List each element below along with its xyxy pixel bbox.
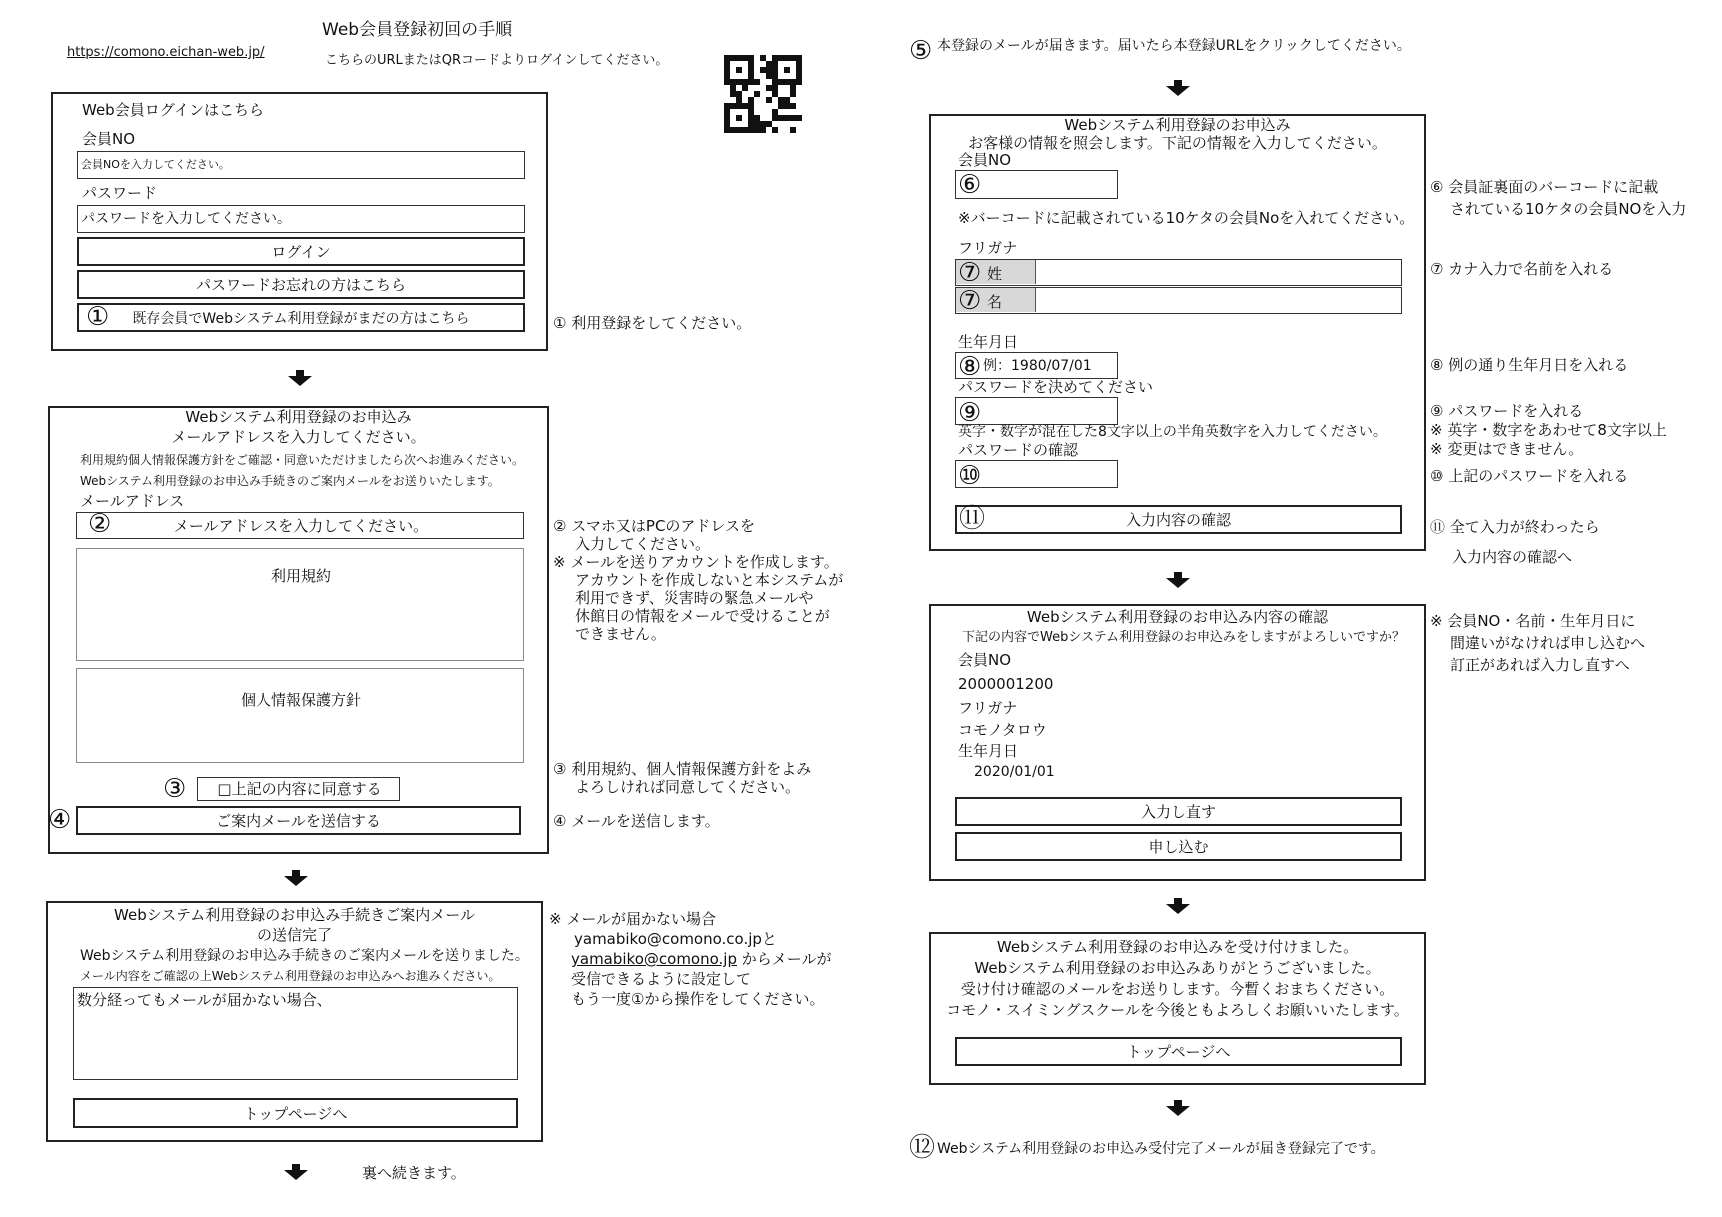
privacy-policy-label: 個人情報保護方針 [240, 691, 361, 709]
confirm-birth-label: 生年月日 [958, 742, 1019, 760]
confirmation-note-line-1: ※ 会員NO・名前・生年月日に [1430, 612, 1636, 630]
confirm-input-button[interactable]: 入力内容の確認 [955, 505, 1402, 534]
site-url-link[interactable]: https://comono.eichan-web.jp/ [67, 45, 265, 60]
signup-desc-2: Webシステム利用登録のお申込み手続きのご案内メールをお送りいたします。 [80, 474, 500, 488]
login-instruction: こちらのURLまたはQRコードよりログインしてください。 [325, 53, 669, 68]
barcode-note: ※バーコードに記載されている10ケタの会員Noを入れてください。 [958, 209, 1415, 227]
privacy-policy-box[interactable] [76, 668, 524, 763]
confirm-member-value: 2000001200 [958, 675, 1054, 693]
step-9-note-line-2: ※ 英字・数字をあわせて8文字以上 [1430, 421, 1667, 439]
login-heading: Web会員ログインはこちら [82, 101, 264, 119]
no-mail-note-line-3-tail: からメールが [741, 950, 832, 968]
confirmation-note-line-2: 間違いがなければ申し込むへ [1450, 634, 1646, 652]
step-9-marker: ⑨ [958, 398, 982, 428]
step-6-note-line-1: ⑥ 会員証裏面のバーコードに記載 [1430, 178, 1659, 196]
confirm-kana-value: コモノタロウ [958, 721, 1047, 739]
confirm-member-label: 会員NO [958, 651, 1012, 669]
password-input[interactable] [77, 205, 525, 233]
confirmation-title: Webシステム利用登録のお申込み内容の確認 [1026, 608, 1329, 626]
accepted-line-2: Webシステム利用登録のお申込みありがとうございました。 [974, 959, 1381, 977]
step-11-note-line-1: ⑪ 全て入力が終わったら [1430, 518, 1600, 536]
member-no-label: 会員NO [82, 130, 136, 148]
step-3-marker: ③ [163, 774, 187, 804]
send-guide-mail-button[interactable]: ご案内メールを送信する [76, 806, 521, 835]
registration-member-input[interactable] [955, 170, 1118, 199]
step-2-note-line-7: できません。 [575, 625, 666, 643]
top-page-button[interactable]: トップページへ [73, 1098, 518, 1128]
email-placeholder: メールアドレスを入力してください。 [173, 517, 429, 535]
step-10-note: ⑩ 上記のパスワードを入れる [1430, 467, 1629, 485]
step-12-marker: ⑫ [909, 1133, 936, 1163]
step-2-marker: ② [88, 509, 112, 539]
page-title: Web会員登録初回の手順 [322, 20, 513, 40]
password-rule-note: 英字・数字が混在した8文字以上の半角英数字を入力してください。 [958, 424, 1387, 440]
terms-box[interactable] [76, 548, 524, 661]
terms-label: 利用規約 [270, 567, 331, 585]
step-10-marker: ⑩ [958, 461, 982, 491]
step-2-note [553, 517, 853, 643]
no-mail-note-line-5: もう一度①から操作をしてください。 [571, 990, 825, 1008]
sent-desc-2: メール内容をご確認の上Webシステム利用登録のお申込みへお進みください。 [80, 969, 501, 983]
step-6-note [1430, 176, 1686, 220]
email-input[interactable] [76, 509, 524, 539]
agree-label: □上記の内容に同意する [217, 780, 382, 798]
login-button[interactable]: ログイン [77, 237, 525, 266]
kana-sei-input[interactable] [955, 259, 1402, 286]
sent-title-2: の送信完了 [256, 926, 332, 944]
birth-input[interactable] [955, 352, 1118, 382]
password-confirm-label: パスワードの確認 [958, 441, 1079, 459]
kana-mei-input[interactable] [955, 287, 1402, 314]
forgot-password-button[interactable]: パスワードお忘れの方はこちら [77, 270, 525, 299]
sent-title-1: Webシステム利用登録のお申込み手続きご案内メール [114, 906, 475, 924]
agree-checkbox[interactable] [197, 777, 400, 801]
no-mail-note-line-1: ※ メールが届かない場合 [549, 910, 717, 928]
registration-title-1: Webシステム利用登録のお申込み [1064, 116, 1291, 134]
member-no-input[interactable] [77, 151, 525, 179]
step-4-note: ④ メールを送信します。 [553, 812, 720, 830]
step-2-note-line-1: ② スマホ又はPCのアドレスを [553, 517, 755, 535]
step-11-note [1430, 512, 1600, 572]
step-3-note [553, 760, 811, 796]
no-mail-note-line-3 [549, 949, 869, 969]
step-11-marker: ⑪ [959, 504, 986, 534]
step-2-note-line-3: ※ メールを送りアカウントを作成します。 [553, 553, 839, 571]
step-2-note-line-5: 利用できず、災害時の緊急メールや [575, 589, 814, 607]
no-mail-note-line-2: yamabiko@comono.co.jpと [574, 930, 777, 948]
confirmation-note-line-3: 訂正があれば入力し直すへ [1450, 656, 1630, 674]
step-1-marker: ① [86, 302, 110, 332]
step-9-note [1430, 402, 1667, 459]
signup-desc-1: 利用規約個人情報保護方針をご確認・同意いただけましたら次へお進みください。 [80, 453, 525, 467]
signup-title-2: メールアドレスを入力してください。 [171, 428, 426, 446]
step-7-marker: ⑦ [958, 286, 982, 316]
step-8-note: ⑧ 例の通り生年月日を入れる [1430, 356, 1629, 374]
password-choose-label: パスワードを決めてください [958, 378, 1154, 396]
step-2-note-line-2: 入力してください。 [575, 535, 711, 553]
confirm-birth-value: 2020/01/01 [974, 764, 1055, 780]
step-6-note-line-2: されている10ケタの会員NOを入力 [1450, 200, 1687, 218]
accepted-line-4: コモノ・スイミングスクールを今後ともよろしくお願いいたします。 [946, 1001, 1409, 1019]
accepted-line-3: 受け付け確認のメールをお送りします。今暫くおまちください。 [960, 980, 1395, 998]
sei-label: 姓 [987, 265, 1003, 283]
accepted-line-1: Webシステム利用登録のお申込みを受け付けました。 [996, 938, 1359, 956]
no-mail-message: 数分経ってもメールが届かない場合、 [77, 991, 332, 1009]
password-confirm-input[interactable] [955, 460, 1118, 491]
password-label: パスワード [82, 184, 158, 202]
kana-label: フリガナ [958, 239, 1018, 257]
step-3-note-line-1: ③ 利用規約、個人情報保護方針をよみ [553, 760, 812, 778]
step-2-note-line-4: アカウントを作成しないと本システムが [575, 571, 844, 589]
mail-address-link[interactable]: yamabiko@comono.jp [571, 950, 737, 968]
step-3-note-line-2: よろしければ同意してください。 [575, 778, 801, 796]
password-placeholder: パスワードを入力してください。 [81, 211, 291, 227]
new-password-input[interactable] [955, 397, 1118, 428]
email-label: メールアドレス [80, 492, 185, 510]
step-7-note: ⑦ カナ入力で名前を入れる [1430, 260, 1614, 278]
step-9-note-line-1: ⑨ パスワードを入れる [1430, 402, 1584, 420]
registration-member-label: 会員NO [958, 151, 1012, 169]
birth-example: 例：1980/07/01 [983, 358, 1092, 374]
birth-label: 生年月日 [958, 333, 1019, 351]
step-2-note-line-6: 休館日の情報をメールで受けることが [575, 607, 830, 625]
top-page-button[interactable]: トップページへ [955, 1037, 1402, 1066]
apply-button[interactable]: 申し込む [955, 832, 1402, 861]
step-5-marker: ⑤ [909, 36, 933, 66]
step-7-marker: ⑦ [958, 258, 982, 288]
register-existing-member-label: 既存会員でWebシステム利用登録がまだの方はこちら [132, 310, 470, 327]
redo-input-button[interactable]: 入力し直す [955, 797, 1402, 826]
continue-on-back-note: 裏へ続きます。 [362, 1164, 466, 1182]
register-existing-member-button[interactable] [77, 303, 525, 332]
step-5-text: 本登録のメールが届きます。届いたら本登録URLをクリックしてください。 [937, 38, 1411, 54]
step-1-note: ① 利用登録をしてください。 [553, 314, 752, 332]
confirmation-note [1430, 610, 1645, 676]
step-8-marker: ⑧ [958, 352, 982, 382]
confirm-kana-label: フリガナ [958, 699, 1018, 717]
step-9-note-line-3: ※ 変更はできません。 [1430, 440, 1584, 458]
signup-title-1: Webシステム利用登録のお申込み [185, 408, 412, 426]
step-11-note-line-2: 入力内容の確認へ [1452, 548, 1573, 566]
no-mail-note [549, 909, 869, 1009]
sent-desc-1: Webシステム利用登録のお申込み手続きのご案内メールを送りました。 [80, 948, 529, 964]
step-6-marker: ⑥ [958, 170, 982, 200]
confirmation-question: 下記の内容でWebシステム利用登録のお申込みをしますがよろしいですか？ [962, 630, 1406, 645]
step-4-marker: ④ [48, 805, 72, 835]
no-mail-message-box [73, 987, 518, 1080]
member-no-placeholder: 会員NOを入力してください。 [81, 158, 230, 171]
no-mail-note-line-4: 受信できるように設定して [571, 970, 752, 988]
step-12-text: Webシステム利用登録のお申込み受付完了メールが届き登録完了です。 [937, 1141, 1385, 1157]
qr-code-icon[interactable] [724, 55, 802, 133]
registration-title-2: お客様の情報を照会します。下記の情報を入力してください。 [968, 134, 1387, 152]
mei-label: 名 [987, 293, 1003, 311]
